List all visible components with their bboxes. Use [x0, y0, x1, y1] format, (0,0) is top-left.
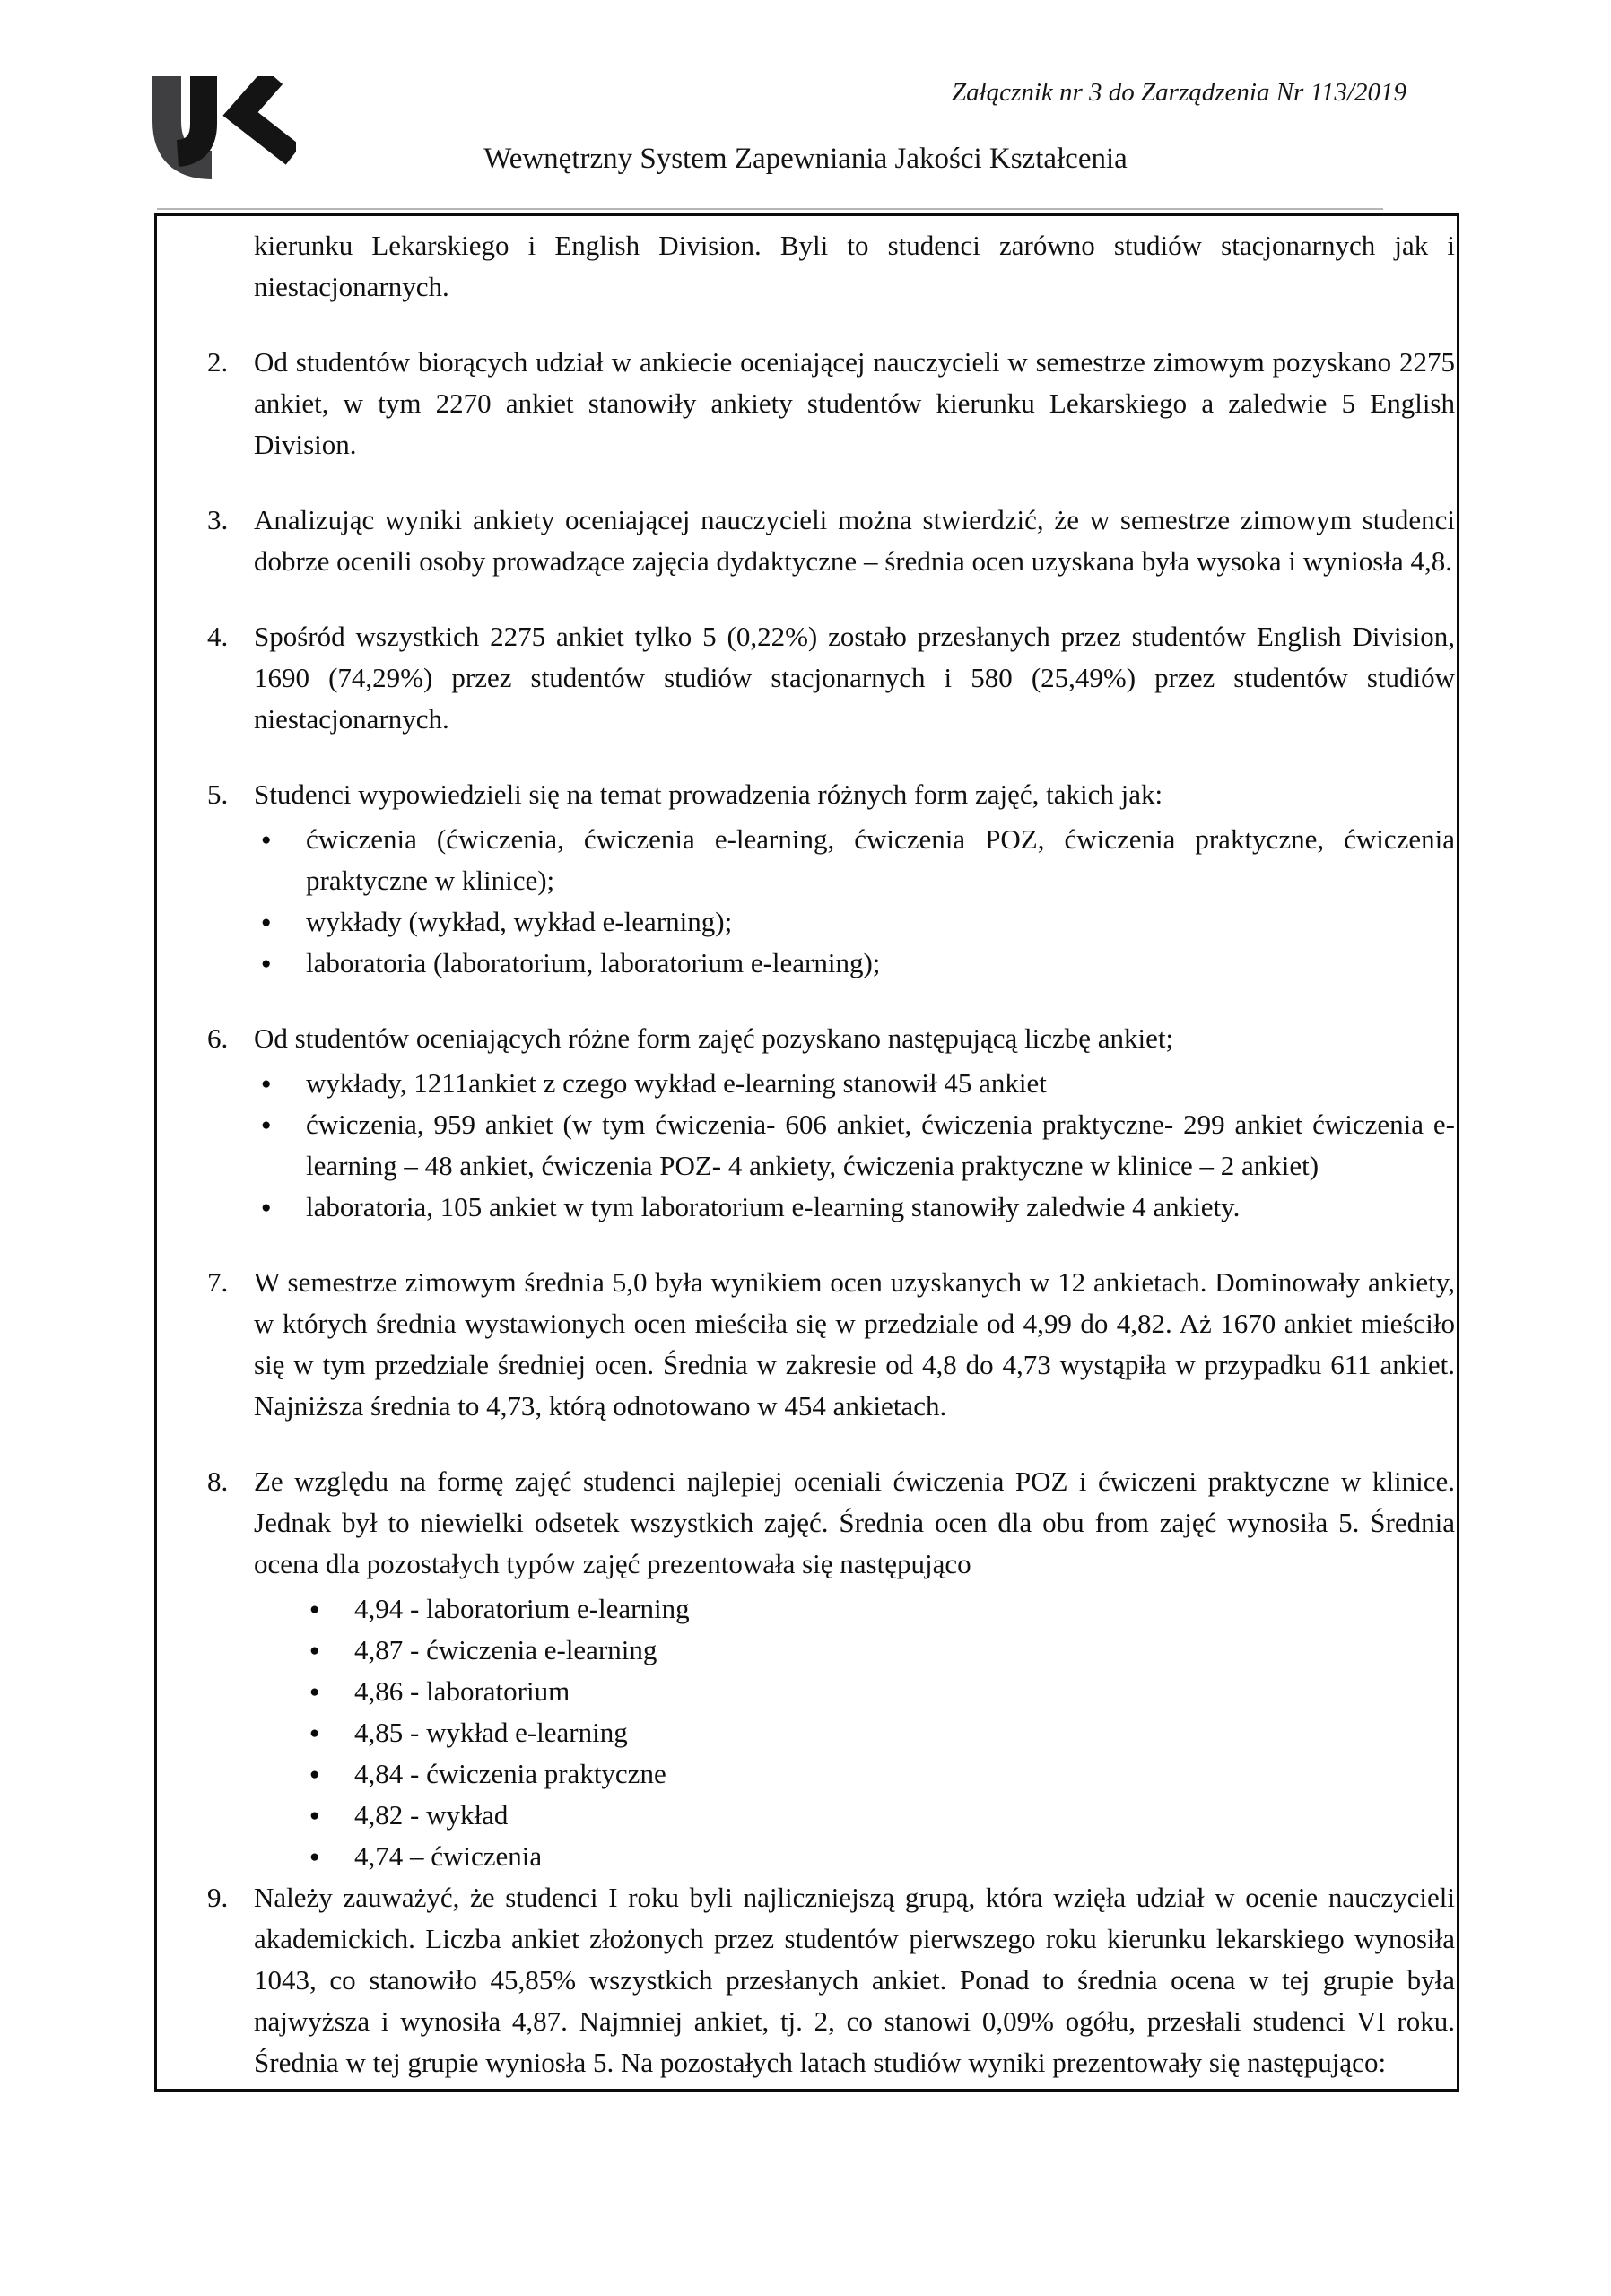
bullet-icon: ● [309, 1641, 320, 1660]
bullet-list [254, 1588, 1455, 1877]
bullet-item [254, 819, 1455, 901]
item-number: 5. [207, 778, 229, 810]
bullet-icon: ● [261, 954, 272, 973]
scan-artifact-line [157, 208, 1383, 210]
item-number: 9. [207, 1882, 229, 1913]
bullet-item [254, 1712, 1455, 1753]
bullet-item [254, 1630, 1455, 1671]
bullet-text: 4,94 - laboratorium e-learning [354, 1593, 690, 1624]
bullet-text: 4,84 - ćwiczenia praktyczne [354, 1758, 666, 1789]
item-text: Studenci wypowiedzieli się na temat prowadzenia różnych form zajęć, takich jak: [254, 778, 1163, 810]
list-item-2 [207, 342, 1455, 465]
item-text: Od studentów biorących udział w ankiecie oceniającej nauczycieli w semestrze zimowym pozyskano 2275 ankiet, w tym 2270 ankiet stanowiły ankiety studentów kierunku Lekarskiego a zaledwie 5 English Division. [254, 346, 1455, 460]
item-number: 6. [207, 1022, 229, 1054]
bullet-text: laboratoria, 105 ankiet w tym laboratorium e-learning stanowiły zaledwie 4 ankiety. [306, 1191, 1241, 1222]
bullet-text: 4,82 - wykład [354, 1799, 509, 1831]
bullet-item [254, 943, 1455, 984]
bullet-text: 4,85 - wykład e-learning [354, 1717, 628, 1748]
bullet-text: laboratoria (laboratorium, laboratorium e-learning); [306, 947, 881, 978]
bullet-icon: ● [261, 1074, 272, 1093]
item-text: Należy zauważyć, że studenci I roku byli najliczniejszą grupą, która wzięła udział w ocenie nauczycieli akademickich. Liczba ankiet złożonych przez studentów pierwszego roku kierunku lekarskiego wynosiła 1043, co stanowiło 45,85% wszystkich przesłanych ankiet. Ponad to średnia ocena w tej grupie była najwyższa i wynosiła 4,87. Najmniej ankiet, tj. 2, co stanowi 0,09% ogółu, przesłali studenci VI roku. Średnia w tej grupie wyniosła 5. Na pozostałych latach studiów wyniki prezentowały się następująco: [254, 1882, 1455, 2078]
bullet-item [254, 1671, 1455, 1712]
item-text: Analizując wyniki ankiety oceniającej nauczycieli można stwierdzić, że w semestrze zimowym studenci dobrze ocenili osoby prowadzące zajęcia dydaktyczne – średnia ocen uzyskana była wysoka i wyniosła 4,8. [254, 504, 1455, 577]
bullet-icon: ● [309, 1600, 320, 1619]
item-text: Od studentów oceniających różne form zajęć pozyskano następującą liczbę ankiet; [254, 1022, 1174, 1054]
bullet-item [254, 1104, 1455, 1187]
item-number: 3. [207, 504, 229, 535]
bullet-icon: ● [309, 1765, 320, 1784]
bullet-item [254, 1063, 1455, 1104]
list-item-9 [207, 1877, 1455, 2083]
bullet-text: wykłady, 1211ankiet z czego wykład e-learning stanowił 45 ankiet [306, 1067, 1047, 1099]
bullet-text: 4,86 - laboratorium [354, 1675, 570, 1707]
attachment-note: Załącznik nr 3 do Zarządzenia Nr 113/2019 [951, 78, 1406, 107]
bullet-text: wykłady (wykład, wykład e-learning); [306, 906, 733, 937]
bullet-text: ćwiczenia, 959 ankiet (w tym ćwiczenia- 606 ankiet, ćwiczenia praktyczne- 299 ankiet ćwiczenia e-learning – 48 ankiet, ćwiczenia POZ- 4 ankiety, ćwiczenia praktyczne w klinice – 2 ankiet) [306, 1109, 1455, 1181]
bullet-icon: ● [309, 1848, 320, 1866]
item-text: Ze względu na formę zajęć studenci najlepiej oceniali ćwiczenia POZ i ćwiczeni praktyczne w klinice. Jednak był to niewielki odsetek wszystkich zajęć. Średnia ocen dla obu from zajęć wynosiła 5. Średnia ocena dla pozostałych typów zajęć prezentowała się następująco [254, 1465, 1455, 1579]
page-title: Wewnętrzny System Zapewniania Jakości Kształcenia [483, 143, 1128, 175]
list-item-6 [207, 1018, 1455, 1228]
bullet-item [254, 1795, 1455, 1836]
bullet-item [254, 1588, 1455, 1630]
item-number: 8. [207, 1465, 229, 1497]
item-number: 7. [207, 1266, 229, 1298]
item-text: Spośród wszystkich 2275 ankiet tylko 5 (0,22%) zostało przesłanych przez studentów English Division, 1690 (74,29%) przez studentów studiów stacjonarnych i 580 (25,49%) przez studentów studiów niestacjonarnych. [254, 621, 1455, 735]
item-text: W semestrze zimowym średnia 5,0 była wynikiem ocen uzyskanych w 12 ankietach. Dominowały ankiety, w których średnia wystawionych ocen mieściła się w przedziale od 4,99 do 4,82. Aż 1670 ankiet mieściło się w tym przedziale średniej ocen. Średnia w zakresie od 4,8 do 4,73 wystąpiła w przypadku 611 ankiet. Najniższa średnia to 4,73, którą odnotowano w 454 ankietach. [254, 1266, 1455, 1422]
bullet-icon: ● [309, 1683, 320, 1701]
bullet-icon: ● [309, 1806, 320, 1825]
bullet-icon: ● [309, 1724, 320, 1743]
list-item-3 [207, 500, 1455, 582]
bullet-item [254, 1187, 1455, 1228]
list-item-5 [207, 774, 1455, 984]
bullet-item [254, 1753, 1455, 1795]
list-item-8 [207, 1461, 1455, 1877]
bullet-icon: ● [261, 831, 272, 849]
bullet-item [254, 1836, 1455, 1877]
list-item-4 [207, 616, 1455, 740]
item-number: 2. [207, 346, 229, 378]
bullet-item [254, 901, 1455, 943]
bullet-list [254, 1063, 1455, 1228]
bullet-text: ćwiczenia (ćwiczenia, ćwiczenia e-learning, ćwiczenia POZ, ćwiczenia praktyczne, ćwiczenia praktyczne w klinice); [306, 823, 1455, 896]
content-box [154, 213, 1459, 2092]
bullet-icon: ● [261, 1116, 272, 1135]
item-number: 4. [207, 621, 229, 652]
bullet-icon: ● [261, 1198, 272, 1217]
intro-paragraph: kierunku Lekarskiego i English Division. Byli to studenci zarówno studiów stacjonarnych jak i niestacjonarnych. [254, 230, 1455, 302]
bullet-text: 4,74 – ćwiczenia [354, 1840, 543, 1872]
bullet-icon: ● [261, 913, 272, 932]
list-item-7 [207, 1262, 1455, 1427]
bullet-list [254, 819, 1455, 984]
bullet-text: 4,87 - ćwiczenia e-learning [354, 1634, 657, 1665]
